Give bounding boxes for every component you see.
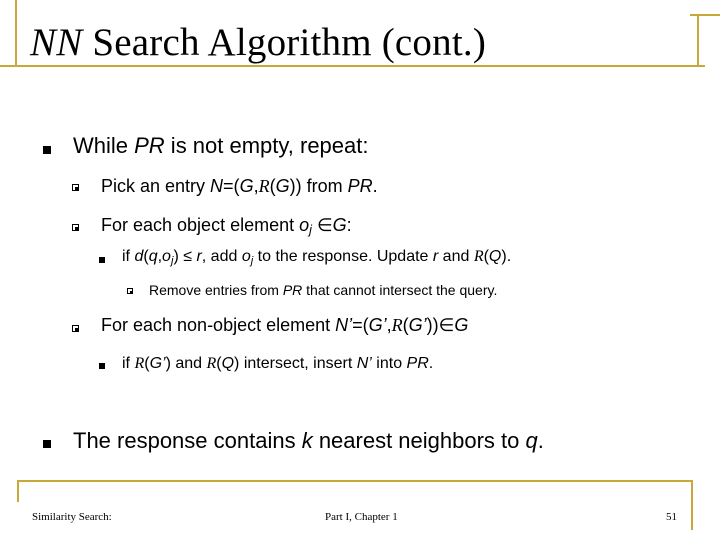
bullet-small-square-icon — [99, 363, 105, 369]
subscript: j — [309, 223, 312, 238]
slide-title — [30, 20, 486, 65]
text: While — [73, 133, 135, 158]
text: , add — [201, 248, 242, 265]
text: ( — [402, 315, 409, 335]
footer-left-text: Similarity Search: — [32, 511, 112, 523]
text-italic: PR — [282, 282, 303, 298]
title-underline — [0, 65, 705, 67]
page-number: 51 — [666, 511, 677, 523]
bullet-hollow-icon — [72, 325, 79, 332]
region-symbol: R — [391, 315, 403, 335]
text: Pick an entry — [101, 176, 211, 196]
text-italic: Q — [488, 248, 502, 265]
text: if — [122, 355, 135, 372]
text-italic: G’ — [149, 355, 166, 372]
footer-rule — [17, 480, 692, 482]
text-italic: G — [332, 215, 347, 235]
text: nearest neighbors to — [312, 428, 526, 453]
text: to the response. Update — [253, 248, 433, 265]
text: that cannot intersect the query. — [302, 282, 498, 298]
region-symbol: R — [134, 355, 145, 372]
text: )) from — [289, 176, 348, 196]
text: . — [428, 355, 434, 372]
region-symbol: R — [258, 176, 270, 196]
region-symbol: R — [206, 355, 217, 372]
footer-right-line — [691, 480, 693, 530]
bullet-hollow-icon — [127, 288, 133, 294]
text-italic: r — [432, 248, 439, 265]
text-italic: G — [275, 176, 290, 196]
text-italic: o — [162, 248, 171, 265]
text: ∈ — [438, 315, 455, 335]
text: : — [346, 215, 352, 235]
text: ( — [144, 355, 150, 372]
text: if — [122, 248, 135, 265]
text: , — [253, 176, 259, 196]
region-symbol: R — [473, 248, 484, 265]
text-italic: q — [525, 428, 538, 453]
text-italic: PR — [134, 133, 165, 158]
text: Remove entries from — [149, 282, 283, 298]
text: into — [371, 355, 407, 372]
text: , — [157, 248, 163, 265]
text: ) and — [165, 355, 207, 372]
title-italic: NN — [30, 21, 83, 64]
text-italic: q — [148, 248, 158, 265]
text: is not empty, repeat: — [164, 133, 369, 158]
text: ) intersect, insert — [234, 355, 357, 372]
text: , — [386, 315, 392, 335]
footer-left-line — [17, 480, 19, 502]
text: ). — [501, 248, 512, 265]
text: =( — [223, 176, 240, 196]
bullet-square-icon — [43, 440, 51, 448]
bullet-while — [73, 133, 369, 159]
bullet-response — [73, 428, 544, 454]
text: )) — [426, 315, 439, 335]
text-italic: o — [299, 215, 310, 235]
text: The response contains — [73, 428, 302, 453]
text-italic: N’ — [335, 315, 353, 335]
bullet-if-intersect — [122, 355, 433, 373]
text: ( — [143, 248, 149, 265]
text: ∈ — [311, 215, 333, 235]
bullet-pick-entry — [101, 176, 378, 197]
text-italic: G’ — [408, 315, 427, 335]
bullet-non-object-element — [101, 315, 468, 336]
text: ( — [483, 248, 489, 265]
frame-top-line — [690, 14, 720, 16]
bullet-if-distance — [122, 248, 511, 267]
text-italic: o — [241, 248, 251, 265]
text: For each non-object element — [101, 315, 336, 335]
text-italic: k — [301, 428, 313, 453]
frame-left-line — [15, 0, 17, 66]
bullet-remove-entries — [149, 282, 497, 298]
text: . — [372, 176, 378, 196]
text: =( — [352, 315, 369, 335]
text: ( — [269, 176, 276, 196]
text-italic: G’ — [368, 315, 387, 335]
subscript: j — [170, 254, 174, 267]
bullet-small-square-icon — [99, 257, 105, 263]
footer-center-text: Part I, Chapter 1 — [325, 511, 398, 523]
text: For each object element — [101, 215, 300, 235]
text: ( — [216, 355, 222, 372]
bullet-square-icon — [43, 146, 51, 154]
bullet-object-element — [101, 215, 352, 237]
text-italic: PR — [406, 355, 429, 372]
frame-right-line — [697, 14, 699, 66]
text-italic: G — [454, 315, 469, 335]
text-italic: N’ — [356, 355, 372, 372]
text-italic: PR — [347, 176, 373, 196]
title-rest: Search Algorithm (cont.) — [82, 21, 487, 64]
text-italic: d — [134, 248, 144, 265]
text: ) ≤ — [173, 248, 197, 265]
text-italic: Q — [221, 355, 235, 372]
text: and — [438, 248, 474, 265]
text-italic: N — [210, 176, 224, 196]
text: . — [537, 428, 544, 453]
text-italic: r — [196, 248, 202, 265]
text-italic: G — [239, 176, 254, 196]
bullet-hollow-icon — [72, 184, 79, 191]
subscript: j — [250, 254, 254, 267]
bullet-hollow-icon — [72, 224, 79, 231]
